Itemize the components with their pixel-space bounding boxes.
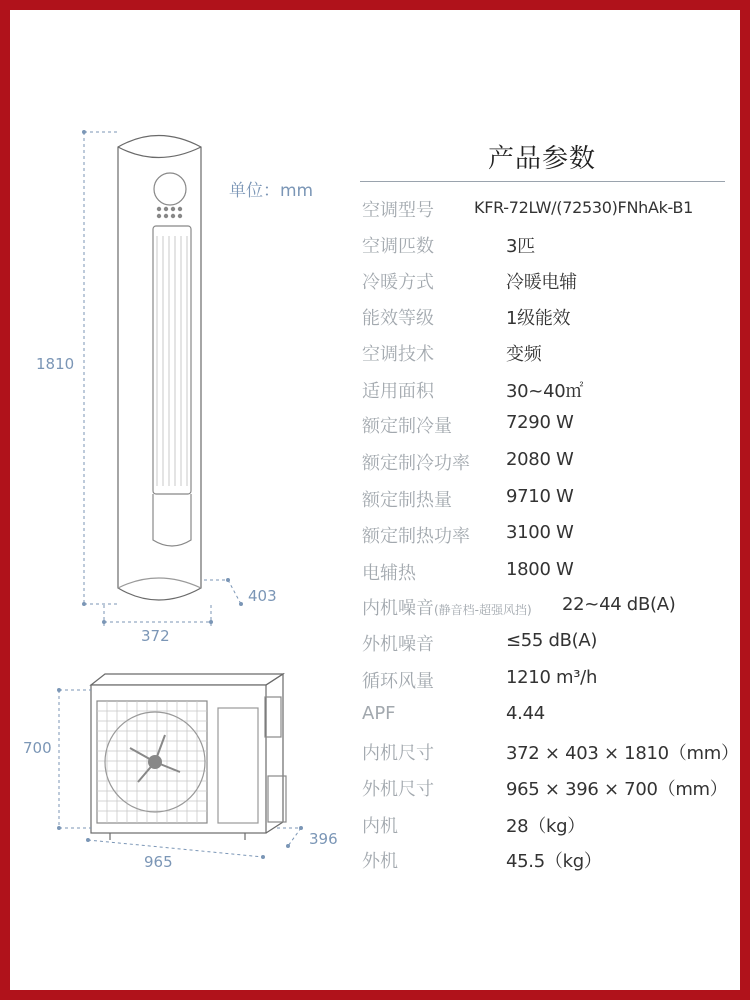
spec-label: 额定制冷量 [362, 416, 452, 437]
spec-label-main: 内机噪音 [362, 598, 434, 619]
spec-value: 2080 W [506, 449, 574, 470]
indoor-unit-drawing [118, 136, 201, 601]
spec-label: 循环风量 [362, 671, 434, 692]
outdoor-height-label: 700 [23, 739, 52, 757]
outdoor-unit-drawing [91, 674, 286, 840]
spec-label: 额定制热量 [362, 490, 452, 511]
spec-value: 9710 W [506, 486, 574, 507]
title-divider [360, 181, 725, 182]
spec-label: APF [362, 703, 396, 724]
spec-value: ≤55 dB(A) [506, 630, 598, 651]
spec-value: KFR-72LW/(72530)FNhAk-B1 [474, 198, 694, 217]
spec-value: 3100 W [506, 522, 574, 543]
spec-label: 空调匹数 [362, 236, 434, 257]
spec-label: 外机 [362, 851, 398, 872]
spec-value: 372 × 403 × 1810（mm） [506, 743, 739, 764]
spec-value: 3匹 [506, 236, 535, 257]
spec-value: 1800 W [506, 559, 574, 580]
spec-label: 空调型号 [362, 200, 434, 221]
indoor-width-label: 372 [141, 627, 170, 645]
spec-value: 1级能效 [506, 308, 571, 329]
spec-label: 内机 [362, 816, 398, 837]
spec-value: 22~44 dB(A) [562, 594, 676, 615]
spec-label: 电辅热 [362, 563, 416, 584]
spec-value: 965 × 396 × 700（mm） [506, 779, 728, 800]
outdoor-depth-label: 396 [309, 830, 338, 848]
spec-label: 冷暖方式 [362, 272, 434, 293]
spec-label: 外机尺寸 [362, 779, 434, 800]
outdoor-width-label: 965 [144, 853, 173, 871]
spec-label [362, 594, 532, 620]
spec-value: 冷暖电辅 [506, 272, 577, 293]
spec-label: 空调技术 [362, 344, 434, 365]
spec-value: 变频 [506, 344, 542, 365]
indoor-height-label: 1810 [36, 355, 75, 373]
spec-label: 适用面积 [362, 381, 434, 402]
spec-value: 7290 W [506, 412, 574, 433]
spec-label: 额定制冷功率 [362, 453, 470, 474]
spec-label: 内机尺寸 [362, 743, 434, 764]
indoor-depth-label: 403 [248, 587, 277, 605]
spec-label-note: (静音档-超强风挡) [434, 603, 532, 617]
spec-label: 外机噪音 [362, 634, 434, 655]
spec-value: 1210 m³/h [506, 667, 598, 688]
spec-value: 28（kg） [506, 816, 585, 837]
page-title: 产品参数 [488, 144, 597, 174]
spec-value: 4.44 [506, 703, 545, 724]
spec-value: 45.5（kg） [506, 851, 602, 872]
spec-label: 能效等级 [362, 308, 434, 329]
unit-label: 单位：mm [229, 181, 314, 201]
spec-value: 30~40㎡ [506, 381, 584, 402]
spec-label: 额定制热功率 [362, 526, 470, 547]
